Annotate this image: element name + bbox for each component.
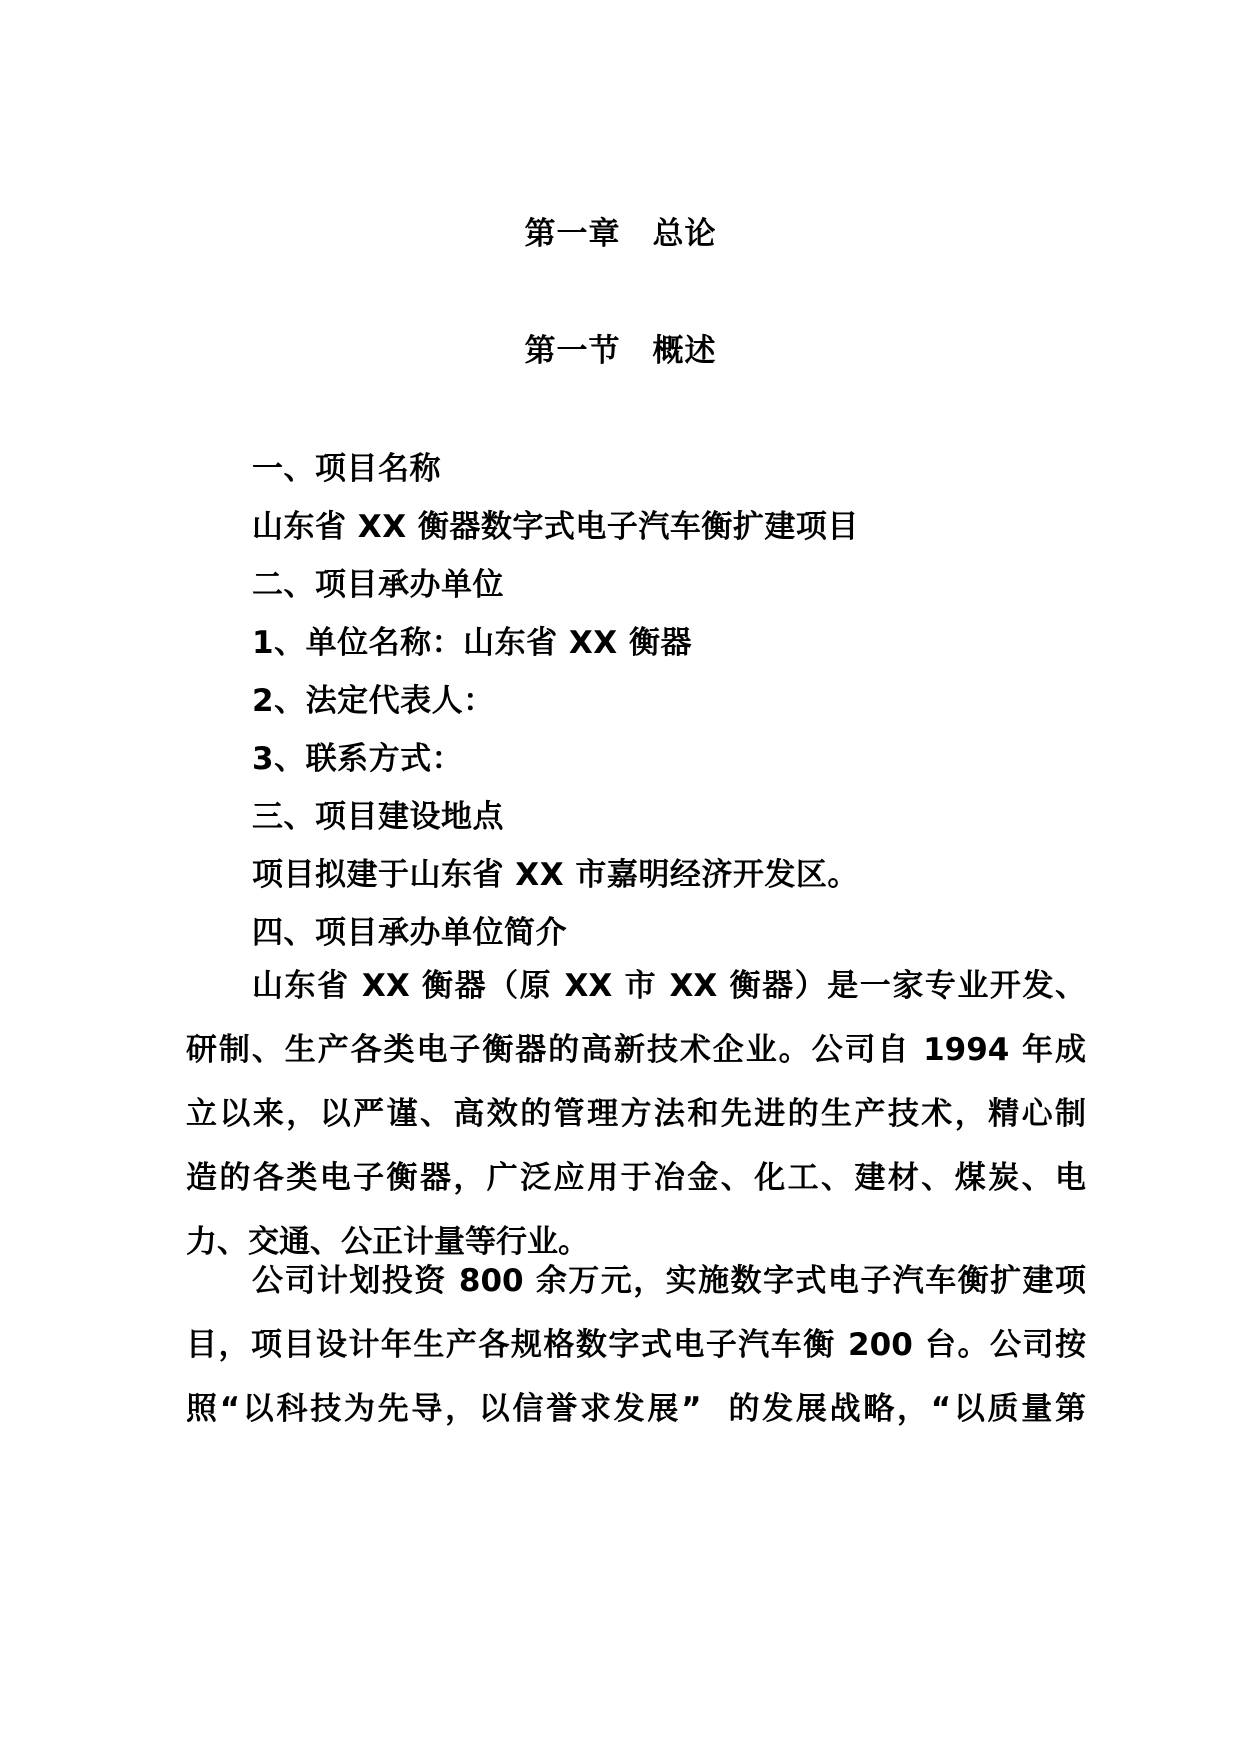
section-title: 第一节 概述 [524, 333, 717, 369]
contact-info: 3、联系方式： [252, 741, 464, 777]
construction-site: 项目拟建于山东省 XX 市嘉明经济开发区。 [252, 857, 859, 893]
paragraph-line: 照“以科技为先导，以信誉求发展” 的发展战略，“以质量第 [186, 1391, 1086, 1427]
legal-representative: 2、法定代表人： [252, 683, 495, 719]
item-heading-undertaking-unit: 二、项目承办单位 [252, 567, 504, 603]
paragraph-line: 造的各类电子衡器，广泛应用于冶金、化工、建材、煤炭、电 [186, 1160, 1086, 1196]
paragraph-line: 立以来，以严谨、高效的管理方法和先进的生产技术，精心制 [186, 1096, 1086, 1132]
investment-paragraph [186, 1249, 1086, 1441]
chapter-title: 第一章 总论 [524, 216, 717, 252]
paragraph-line: 目，项目设计年生产各规格数字式电子汽车衡 200 台。公司按 [186, 1327, 1086, 1363]
item-heading-project-name: 一、项目名称 [252, 451, 441, 487]
item-heading-construction-site: 三、项目建设地点 [252, 799, 504, 835]
unit-profile-paragraph [186, 954, 1086, 1274]
unit-name: 1、单位名称：山东省 XX 衡器 [252, 625, 692, 661]
paragraph-line: 公司计划投资 800 余万元，实施数字式电子汽车衡扩建项 [252, 1263, 1086, 1299]
paragraph-line: 研制、生产各类电子衡器的高新技术企业。公司自 1994 年成 [186, 1032, 1086, 1068]
paragraph-line: 力、交通、公正计量等行业。 [186, 1224, 589, 1260]
project-name: 山东省 XX 衡器数字式电子汽车衡扩建项目 [252, 509, 859, 545]
paragraph-line: 山东省 XX 衡器（原 XX 市 XX 衡器）是一家专业开发、 [252, 968, 1086, 1004]
item-heading-unit-profile: 四、项目承办单位简介 [252, 915, 567, 951]
